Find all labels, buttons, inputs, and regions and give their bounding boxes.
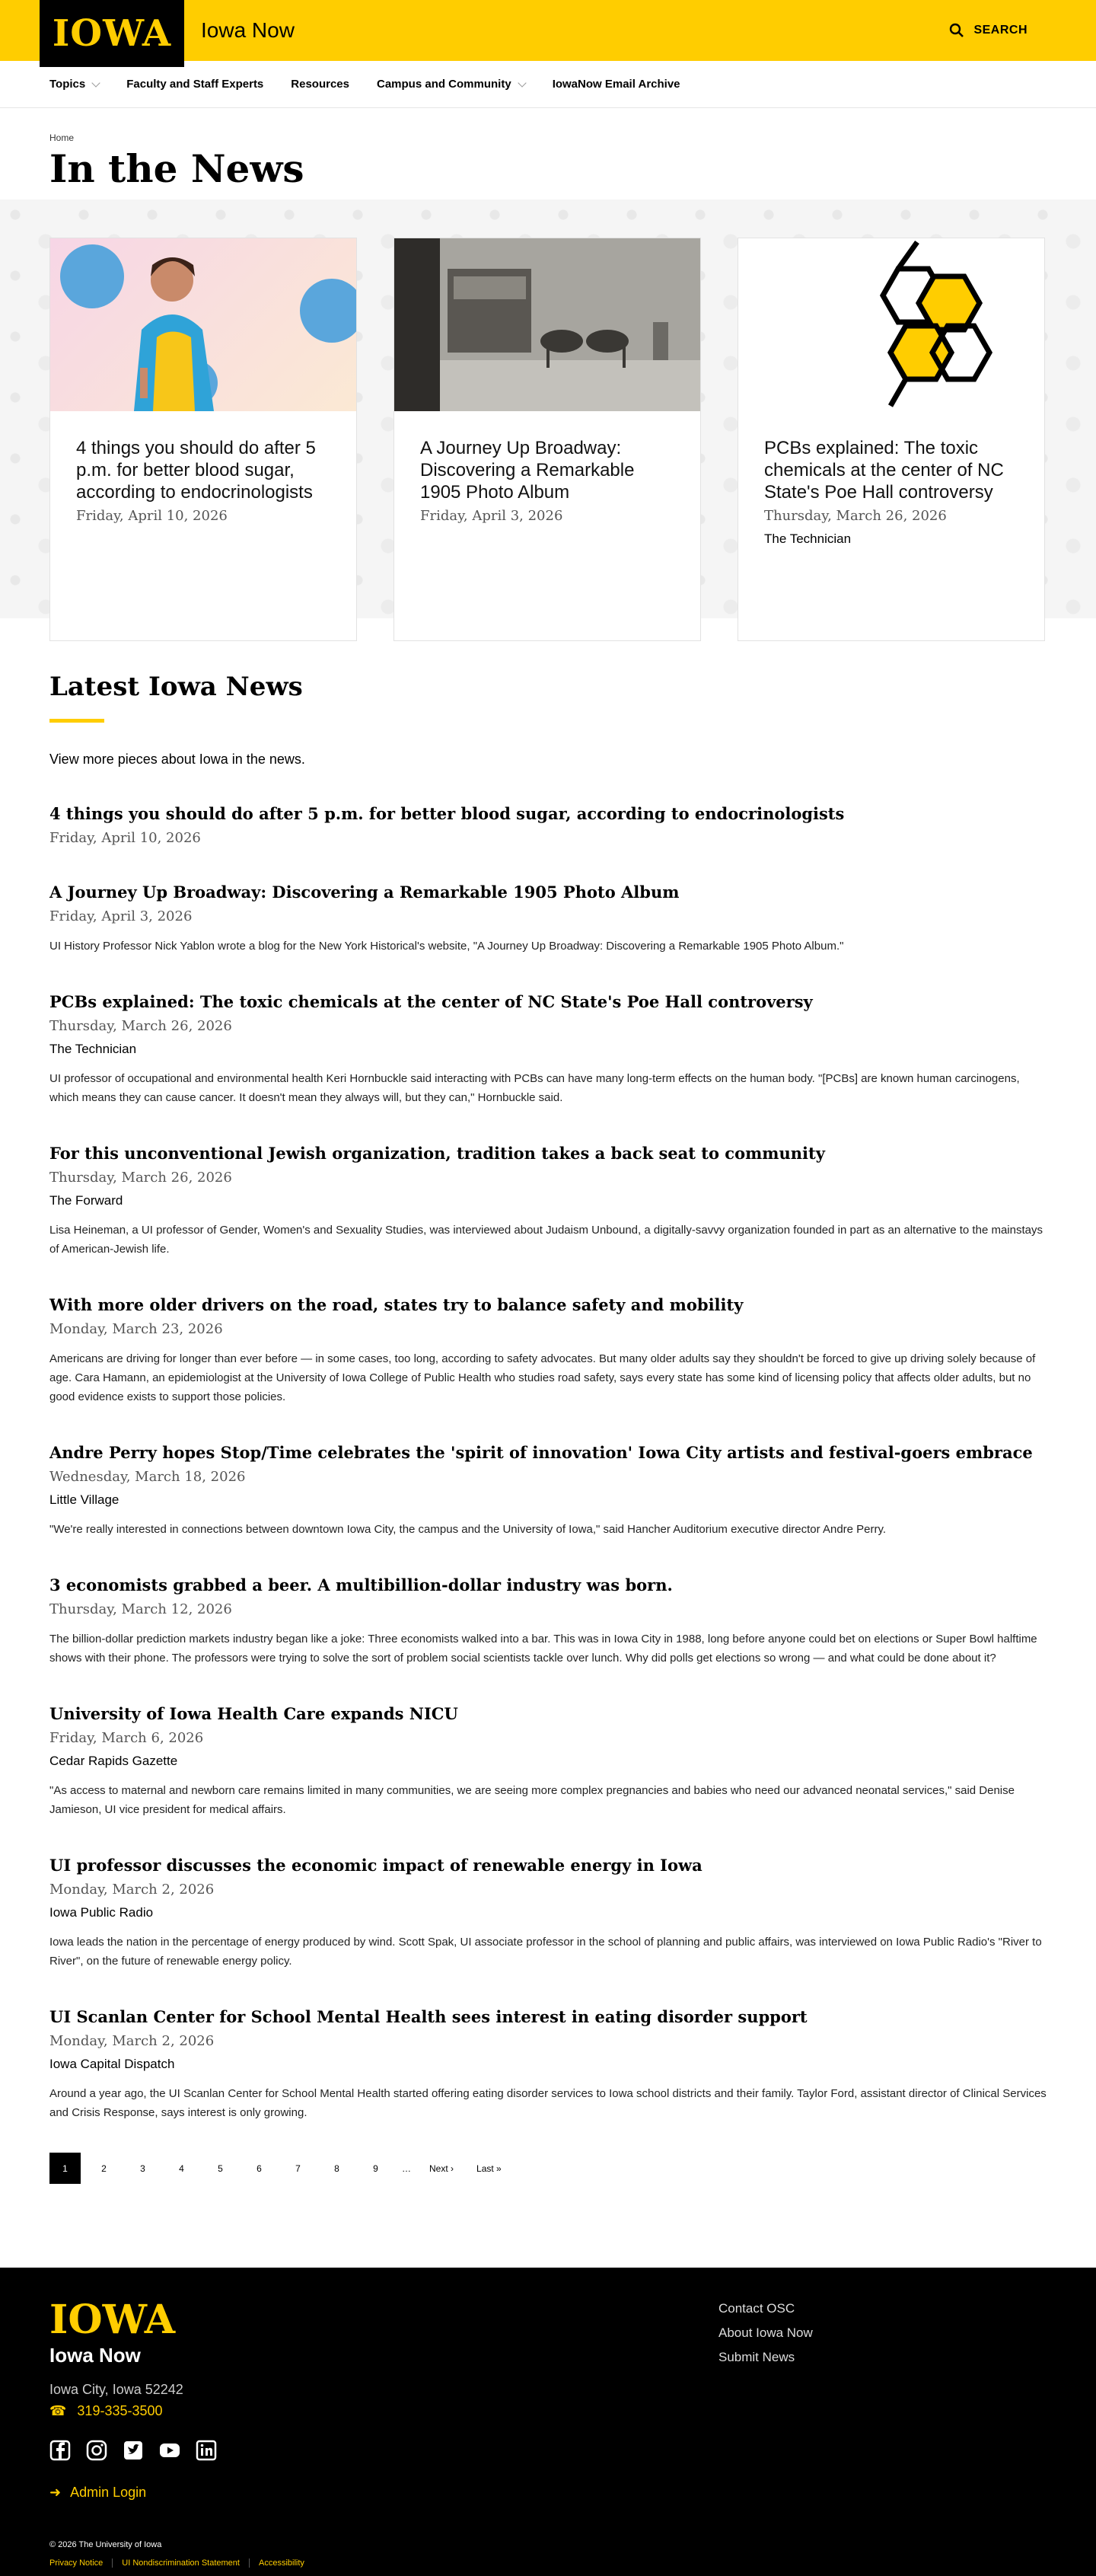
news-item-date: Thursday, March 12, 2026 xyxy=(49,1601,232,1617)
twitter-icon[interactable] xyxy=(123,2440,144,2461)
breadcrumb[interactable]: Home xyxy=(49,132,75,143)
news-item-description: UI History Professor Nick Yablon wrote a blog for the New York Historical's website, "A Journey Up Broadway: Discovering a Remarkable 1905 Photo Album." xyxy=(49,940,844,953)
chevron-down-icon xyxy=(92,78,100,87)
nav-topics[interactable] xyxy=(49,78,99,91)
phone-icon: ☎ xyxy=(49,2403,67,2418)
news-item-source: Little Village xyxy=(49,1492,119,1507)
page-8-button[interactable]: 8 xyxy=(334,2163,339,2174)
news-item-date: Monday, March 2, 2026 xyxy=(49,2033,215,2049)
news-item-title[interactable]: UI Scanlan Center for School Mental Health sees interest in eating disorder support xyxy=(49,2007,808,2026)
search-label: SEARCH xyxy=(973,24,1028,37)
page-3-button[interactable]: 3 xyxy=(140,2163,145,2174)
page-9-button[interactable]: 9 xyxy=(373,2163,378,2174)
footer-logo[interactable]: IOWA xyxy=(49,2297,176,2343)
card-image-hexagon xyxy=(738,238,1044,411)
pagination xyxy=(49,2153,1047,2184)
top-bar xyxy=(0,0,1096,61)
main-nav xyxy=(0,61,1096,108)
news-item-title[interactable]: 4 things you should do after 5 p.m. for better blood sugar, according to endocrinologists xyxy=(49,804,845,823)
youtube-icon[interactable] xyxy=(159,2440,180,2461)
footer-links xyxy=(718,2301,813,2365)
news-item xyxy=(49,883,1047,956)
social-links xyxy=(49,2440,217,2461)
heading-underline xyxy=(49,719,104,723)
news-item xyxy=(49,1856,1047,1971)
news-item-title[interactable]: 3 economists grabbed a beer. A multibillion-dollar industry was born. xyxy=(49,1575,673,1594)
card-date: Friday, April 10, 2026 xyxy=(76,508,228,524)
news-item xyxy=(49,2007,1047,2122)
card-title[interactable]: PCBs explained: The toxic chemicals at the center of NC State's Poe Hall controversy xyxy=(764,438,1004,503)
footer-link-contact-osc[interactable]: Contact OSC xyxy=(718,2301,795,2316)
privacy-notice-link[interactable]: Privacy Notice xyxy=(49,2558,104,2568)
news-item-title[interactable]: UI professor discusses the economic impact of renewable energy in Iowa xyxy=(49,1856,703,1875)
linkedin-icon[interactable] xyxy=(196,2440,217,2461)
card-image-historic-photo xyxy=(394,238,700,411)
page-4-button[interactable]: 4 xyxy=(179,2163,184,2174)
footer-address: Iowa City, Iowa 52242 xyxy=(49,2382,183,2397)
news-item-title[interactable]: A Journey Up Broadway: Discovering a Remarkable 1905 Photo Album xyxy=(49,883,680,902)
card-body xyxy=(394,411,700,524)
news-item-description: Around a year ago, the UI Scanlan Center for School Mental Health started offering eating disorder services to Iowa school districts and their family. Taylor Ford, assistant director of Clinical Services and Crisis Response, says interest is only growing. xyxy=(49,2087,1047,2119)
in-the-news-hero xyxy=(0,108,1096,626)
nav-resources[interactable] xyxy=(291,78,349,91)
news-item-source: Iowa Capital Dispatch xyxy=(49,2057,175,2071)
nav-campus-community[interactable] xyxy=(377,78,525,91)
card-image-woman-jogging xyxy=(50,238,356,411)
news-item-title[interactable]: PCBs explained: The toxic chemicals at the center of NC State's Poe Hall controversy xyxy=(49,992,813,1011)
footer-phone[interactable] xyxy=(49,2403,163,2419)
news-item-date: Thursday, March 26, 2026 xyxy=(49,1018,232,1034)
hexagon-molecule-icon xyxy=(738,238,1044,411)
horse-streetcar-photo xyxy=(394,238,700,411)
news-item xyxy=(49,1144,1047,1259)
page-1-button[interactable]: 1 xyxy=(49,2153,81,2184)
news-item-description: "As access to maternal and newborn care remains limited in many communities, we are seeing more complex pregnancies and babies who need our advanced neonatal services," said Denise Jamieson, UI vice president for medical affairs. xyxy=(49,1784,1015,1816)
next-page-link[interactable]: Next › xyxy=(429,2163,454,2174)
news-item-description: Iowa leads the nation in the percentage of energy produced by wind. Scott Spak, UI associate professor in the school of planning and public affairs, was interviewed on Iowa Public Radio's "River to River", on the future of renewable energy policy. xyxy=(49,1936,1042,1968)
card-title[interactable]: 4 things you should do after 5 p.m. for better blood sugar, according to endocrinologists xyxy=(76,438,316,503)
nav-label: Campus and Community xyxy=(377,78,511,91)
news-item-date: Friday, April 10, 2026 xyxy=(49,830,201,846)
news-item-source: The Technician xyxy=(49,1042,137,1056)
news-item-date: Friday, April 3, 2026 xyxy=(49,908,193,924)
news-item-title[interactable]: Andre Perry hopes Stop/Time celebrates the 'spirit of innovation' Iowa City artists and festival-goers embrace xyxy=(49,1443,1033,1462)
news-item-description: Americans are driving for longer than ever before — in some cases, too long, according to safety advocates. But many older adults say they shouldn't be forced to give up driving solely because of age. Cara Hamann, an epidemiologist at the University of Iowa College of Public Health who studies road safety, says every state has some kind of licensing policy that affects older adults, but no good evidence exists to support those policies. xyxy=(49,1352,1036,1403)
iowa-logo[interactable] xyxy=(40,0,184,67)
nav-label: IowaNow Email Archive xyxy=(552,78,680,91)
card-title[interactable]: A Journey Up Broadway: Discovering a Remarkable 1905 Photo Album xyxy=(420,438,635,503)
featured-card[interactable] xyxy=(738,238,1045,641)
latest-news xyxy=(0,626,1096,2184)
nav-label: Topics xyxy=(49,78,86,91)
card-body xyxy=(50,411,356,524)
news-item xyxy=(49,1295,1047,1406)
card-date: Friday, April 3, 2026 xyxy=(420,508,563,524)
phone-number: 319-335-3500 xyxy=(77,2403,163,2418)
card-source: The Technician xyxy=(764,531,852,546)
chevron-down-icon xyxy=(518,78,526,87)
news-item-source: The Forward xyxy=(49,1193,123,1208)
site-footer xyxy=(0,2268,1096,2576)
page-2-button[interactable]: 2 xyxy=(101,2163,107,2174)
news-item-description: Lisa Heineman, a UI professor of Gender, Women's and Sexuality Studies, was interviewed about Judaism Unbound, a digitally-savvy organization founded in part as an alternative to the mainstays of American-Jewish life. xyxy=(49,1224,1043,1256)
news-item-source: Iowa Public Radio xyxy=(49,1905,154,1920)
nav-label: Resources xyxy=(291,78,349,91)
page-5-button[interactable]: 5 xyxy=(218,2163,223,2174)
news-item xyxy=(49,1575,1047,1668)
login-icon: ➜ xyxy=(49,2485,62,2500)
page-6-button[interactable]: 6 xyxy=(256,2163,262,2174)
card-body xyxy=(738,411,1044,547)
last-page-link[interactable]: Last » xyxy=(476,2163,502,2174)
instagram-icon[interactable] xyxy=(86,2440,107,2461)
facebook-icon[interactable] xyxy=(49,2440,71,2461)
pager-ellipsis: … xyxy=(402,2163,411,2174)
news-item xyxy=(49,992,1047,1107)
footer-link-submit-news[interactable]: Submit News xyxy=(718,2350,795,2364)
featured-card[interactable] xyxy=(393,238,701,641)
news-item-date: Thursday, March 26, 2026 xyxy=(49,1170,232,1186)
footer-link-about[interactable]: About Iowa Now xyxy=(718,2325,813,2340)
featured-card[interactable] xyxy=(49,238,357,641)
accessibility-link[interactable]: Accessibility xyxy=(249,2558,314,2568)
logo-text: IOWA xyxy=(52,12,172,55)
site-header xyxy=(0,0,1096,108)
news-item-title[interactable]: For this unconventional Jewish organization, tradition takes a back seat to community xyxy=(49,1144,825,1163)
news-item-date: Monday, March 23, 2026 xyxy=(49,1321,223,1337)
news-list xyxy=(49,804,1047,2122)
site-name[interactable]: Iowa Now xyxy=(201,18,295,42)
admin-login-label: Admin Login xyxy=(70,2485,147,2500)
page-title: In the News xyxy=(49,146,304,191)
news-item-title[interactable]: With more older drivers on the road, states try to balance safety and mobility xyxy=(49,1295,744,1314)
news-item xyxy=(49,1443,1047,1539)
news-item-description: The billion-dollar prediction markets industry began like a joke: Three economists walked into a bar. This was in Iowa City in 1988, long before anyone could bet on elections or Super Bowl halftime shows with their phone. The professors were trying to solve the sort of problem social scientists tackle over lunch. Why did polls get elections so wrong — and what could be done about it? xyxy=(49,1633,1037,1665)
nav-label: Faculty and Staff Experts xyxy=(126,78,264,91)
news-item-description: "We're really interested in connections between downtown Iowa City, the campus and the University of Iowa," said Hancher Auditorium executive director Andre Perry. xyxy=(49,1523,887,1536)
page-7-button[interactable]: 7 xyxy=(295,2163,301,2174)
section-heading: Latest Iowa News xyxy=(49,672,303,702)
nav-email-archive[interactable] xyxy=(553,78,680,91)
news-item-date: Monday, March 2, 2026 xyxy=(49,1882,215,1898)
copyright: © 2026 The University of Iowa xyxy=(49,2540,162,2549)
news-item xyxy=(49,1704,1047,1819)
nav-faculty-staff-experts[interactable] xyxy=(126,78,263,91)
news-item-date: Wednesday, March 18, 2026 xyxy=(49,1469,246,1485)
news-item xyxy=(49,804,1047,846)
woman-jogging-illustration xyxy=(50,238,356,411)
search-icon xyxy=(949,23,964,38)
news-item-title[interactable]: University of Iowa Health Care expands NICU xyxy=(49,1704,458,1723)
footer-site-name: Iowa Now xyxy=(49,2344,141,2367)
featured-cards xyxy=(49,238,1045,641)
card-date: Thursday, March 26, 2026 xyxy=(764,508,947,524)
admin-login[interactable] xyxy=(49,2485,146,2501)
legal-links xyxy=(49,2558,314,2568)
news-item-date: Friday, March 6, 2026 xyxy=(49,1730,204,1746)
section-intro: View more pieces about Iowa in the news. xyxy=(49,752,305,767)
news-item-description: UI professor of occupational and environmental health Keri Hornbuckle said interacting with PCBs can have many long-term effects on the human body. "[PCBs] are known human carcinogens, which means they can cause cancer. It doesn't mean they always will, but they can," Hornbuckle said. xyxy=(49,1072,1020,1104)
news-item-source: Cedar Rapids Gazette xyxy=(49,1754,178,1768)
nondiscrimination-link[interactable]: UI Nondiscrimination Statement xyxy=(112,2558,249,2568)
search-button[interactable] xyxy=(949,23,1028,38)
